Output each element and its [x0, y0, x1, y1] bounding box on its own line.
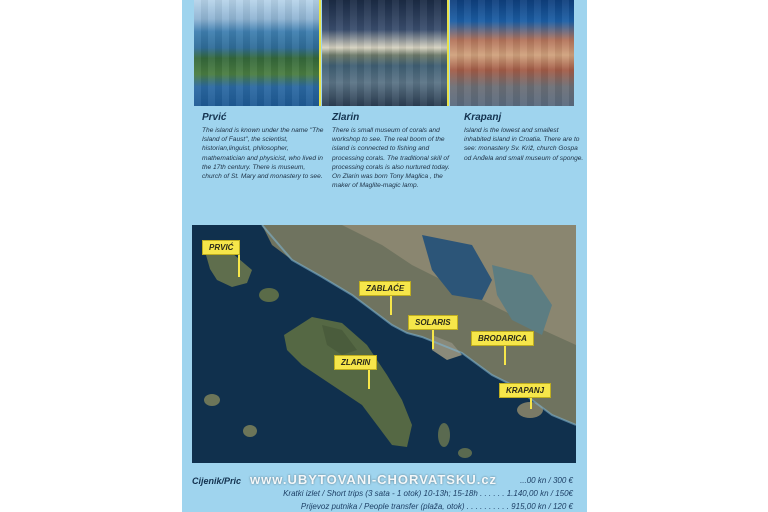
krapanj-column: [464, 112, 586, 163]
prvic-column: [202, 112, 324, 181]
island-description: The island is known under the name "The Island of Faust", the scientist, historian,linguist, philosopher, mathematician and physicist, who lived in the 17th century. There is museum, church of St. Mary and monastery to see.: [202, 127, 324, 181]
island-name: Prvić: [202, 112, 227, 123]
krapanj-pin: [530, 397, 532, 409]
island-description: Island is the lowest and smallest inhabited island in Croatia. There are to see: monastery Sv. Križ, church Gospa od Anđela and small museum of sponge.: [464, 127, 584, 162]
krapanj-photo: [450, 0, 574, 106]
map-label-brodarica: BRODARICA: [471, 331, 534, 346]
map-label-krapanj: KRAPANJ: [499, 383, 551, 398]
photo-divider: [447, 0, 449, 106]
price-row: Prijevoz putnika / People transfer (plaža, otok) . . . . . . . . . . 915,00 kn / 120 €: [300, 502, 573, 511]
map-label-zablace: ZABLAĆE: [359, 281, 411, 296]
solaris-pin: [432, 329, 434, 349]
brodarica-pin: [504, 345, 506, 365]
island-description: There is small museum of corals and workshop to see. The real boom of the island is connected to fishing and processing corals. The traditional skill of processing corals is also nurtured today. On Zlarin was born Tony Maglica , the maker of Maglite-magic lamp.: [332, 127, 450, 190]
prvic-photo: [194, 0, 319, 106]
map-label-zlarin: ZLARIN: [334, 355, 377, 370]
photo-divider: [319, 0, 321, 106]
zlarin-photo: [322, 0, 448, 106]
satellite-map: [192, 225, 576, 463]
prvic-pin: [238, 255, 240, 277]
zlarin-column: [332, 112, 454, 190]
island-name: Zlarin: [332, 112, 360, 123]
price-row: Kratki izlet / Short trips (3 sata - 1 otok) 10-13h; 15-18h . . . . . . 1.140,00 kn / 150€: [283, 489, 573, 498]
zlarin-pin: [368, 369, 370, 389]
watermark: www.UBYTOVANI-CHORVATSKU.cz: [250, 472, 498, 487]
map-label-prvic: PRVIĆ: [202, 240, 240, 255]
zablace-pin: [390, 295, 392, 315]
price-row: ...00 kn / 300 €: [520, 476, 573, 485]
price-list-heading: Cijenik/Pric: [192, 476, 242, 486]
brochure-page: [182, 0, 587, 512]
map-label-solaris: SOLARIS: [408, 315, 458, 330]
island-name: Krapanj: [464, 112, 502, 123]
